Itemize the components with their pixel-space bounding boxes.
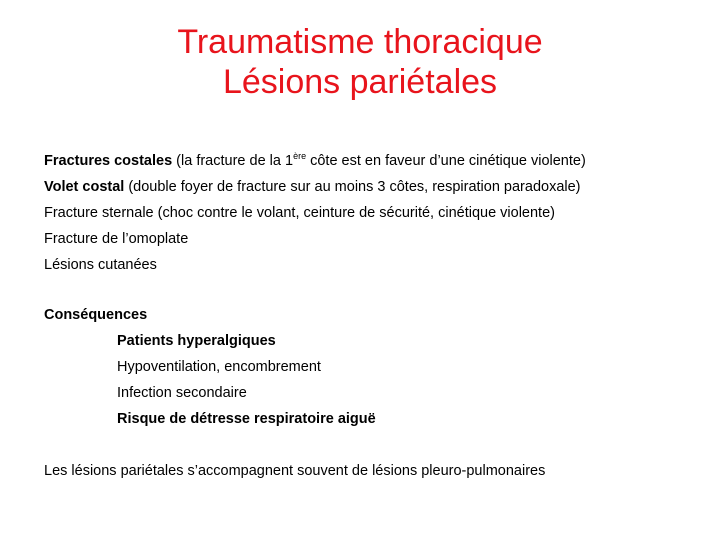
item-fracture-sternale: Fracture sternale (choc contre le volant, ceinture de sécurité, cinétique violente) bbox=[44, 205, 555, 221]
item-lesions-cutanees: Lésions cutanées bbox=[44, 257, 157, 273]
item-volet-costal bbox=[44, 174, 684, 200]
item-fractures-costales-text-end: côte est en faveur d’une cinétique violente) bbox=[306, 153, 586, 169]
item-volet-costal-text: (double foyer de fracture sur au moins 3 côtes, respiration paradoxale) bbox=[124, 179, 581, 195]
consequences-heading: Conséquences bbox=[44, 307, 148, 323]
title-line-2: Lésions pariétales bbox=[222, 63, 498, 101]
consequence-infection: Infection secondaire bbox=[117, 385, 247, 401]
consequence-risque: Risque de détresse respiratoire aiguë bbox=[117, 411, 376, 427]
item-fractures-costales-label: Fractures costales bbox=[44, 153, 173, 169]
slide-title bbox=[0, 22, 720, 102]
consequence-hypoventilation: Hypoventilation, encombrement bbox=[117, 359, 321, 375]
item-volet-costal-label: Volet costal bbox=[44, 179, 125, 195]
item-fracture-omoplate: Fracture de l’omoplate bbox=[44, 231, 189, 247]
slide-body bbox=[44, 148, 684, 484]
title-line-1: Traumatisme thoracique bbox=[177, 23, 543, 61]
footer-note: Les lésions pariétales s’accompagnent souvent de lésions pleuro-pulmonaires bbox=[44, 463, 546, 479]
superscript-ere: ère bbox=[293, 151, 307, 161]
item-fractures-costales bbox=[44, 148, 684, 174]
consequence-patients: Patients hyperalgiques bbox=[117, 333, 276, 349]
item-fractures-costales-text: (la fracture de la 1 bbox=[172, 153, 294, 169]
